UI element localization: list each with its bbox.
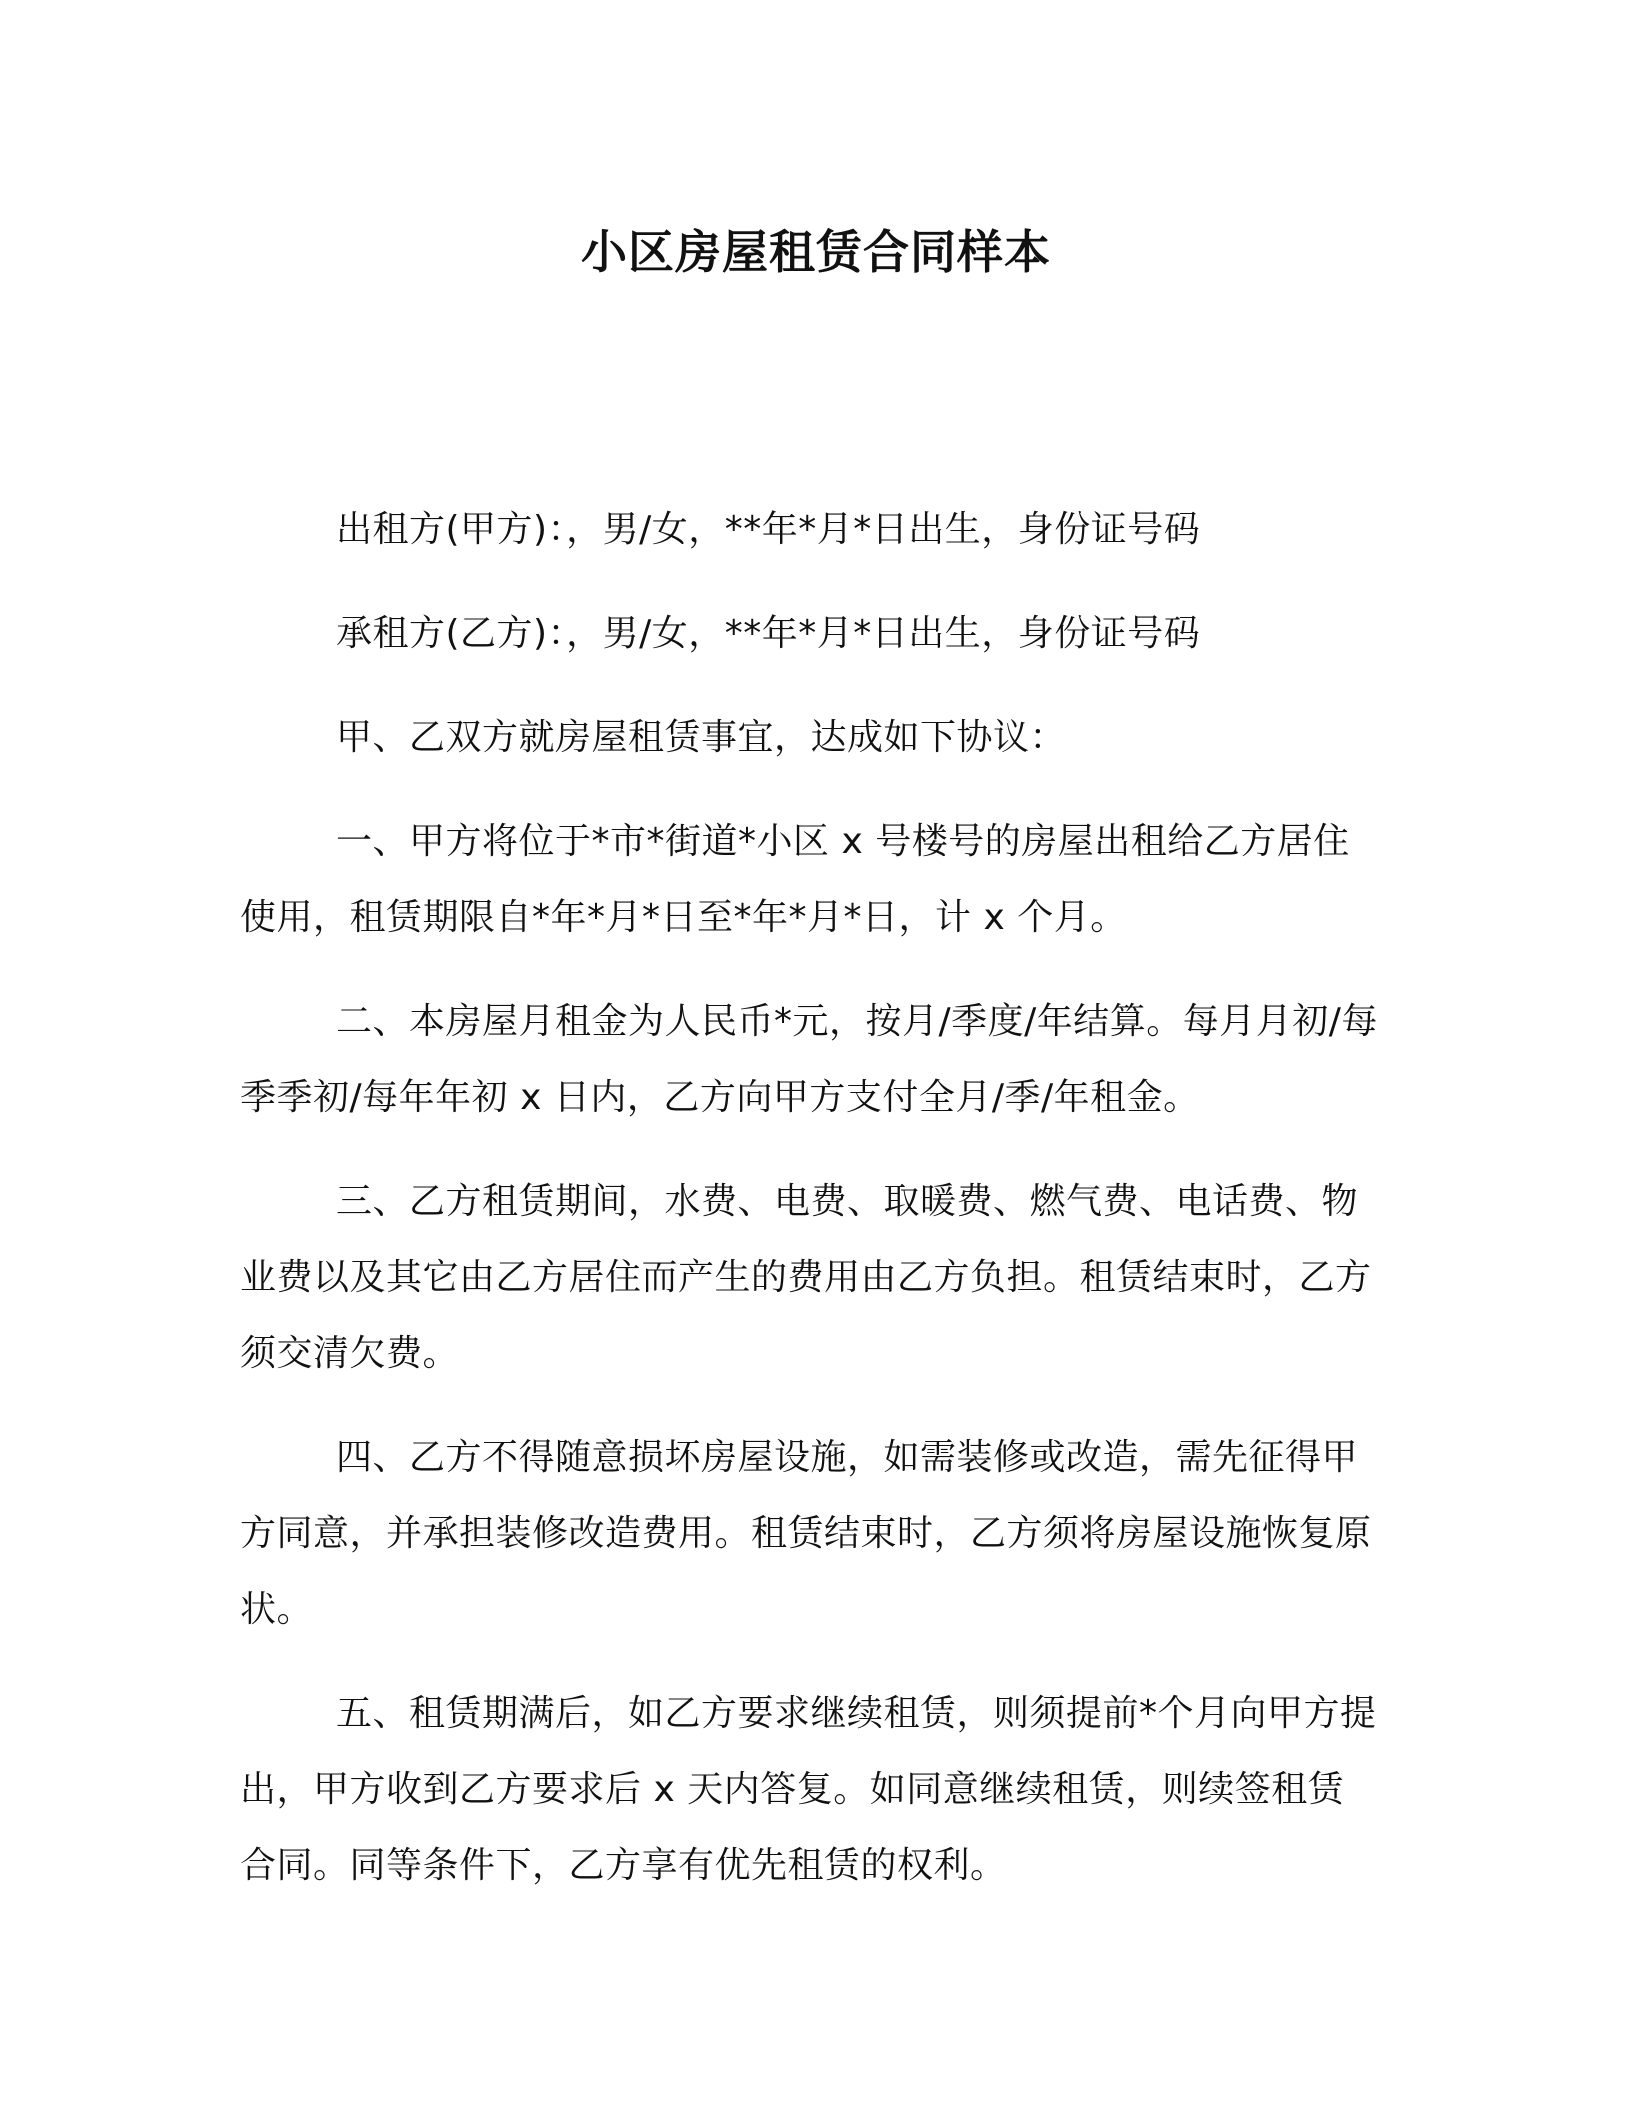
clause-3: 三、乙方租赁期间，水费、电费、取暖费、燃气费、电话费、物业费以及其它由乙方居住而产生的费用由乙方负担。租赁结束时，乙方须交清欠费。 <box>240 1181 1372 1374</box>
clause-2: 二、本房屋月租金为人民币*元，按月/季度/年结算。每月月初/每季季初/每年年初 x 日内，乙方向甲方支付全月/季/年租金。 <box>240 1001 1378 1118</box>
agreement-intro: 甲、乙双方就房屋租赁事宜，达成如下协议： <box>336 717 1067 758</box>
party-a-line: 出租方(甲方)：，男/女，**年*月*日出生，身份证号码 <box>336 509 1201 550</box>
document-title: 小区房屋租赁合同样本 <box>581 225 1051 279</box>
party-b-line: 承租方(乙方)：，男/女，**年*月*日出生，身份证号码 <box>336 613 1201 654</box>
clause-4: 四、乙方不得随意损坏房屋设施，如需装修或改造，需先征得甲方同意，并承担装修改造费用。租赁结束时，乙方须将房屋设施恢复原状。 <box>240 1437 1372 1630</box>
clause-1: 一、甲方将位于*市*街道*小区 x 号楼号的房屋出租给乙方居住使用，租赁期限自*年*月*日至*年*月*日，计 x 个月。 <box>240 821 1350 938</box>
document-body <box>240 492 1380 1904</box>
clause-5: 五、租赁期满后，如乙方要求继续租赁，则须提前*个月向甲方提出，甲方收到乙方要求后 x 天内答复。如同意继续租赁，则续签租赁合同。同等条件下，乙方享有优先租赁的权利。 <box>240 1693 1377 1886</box>
